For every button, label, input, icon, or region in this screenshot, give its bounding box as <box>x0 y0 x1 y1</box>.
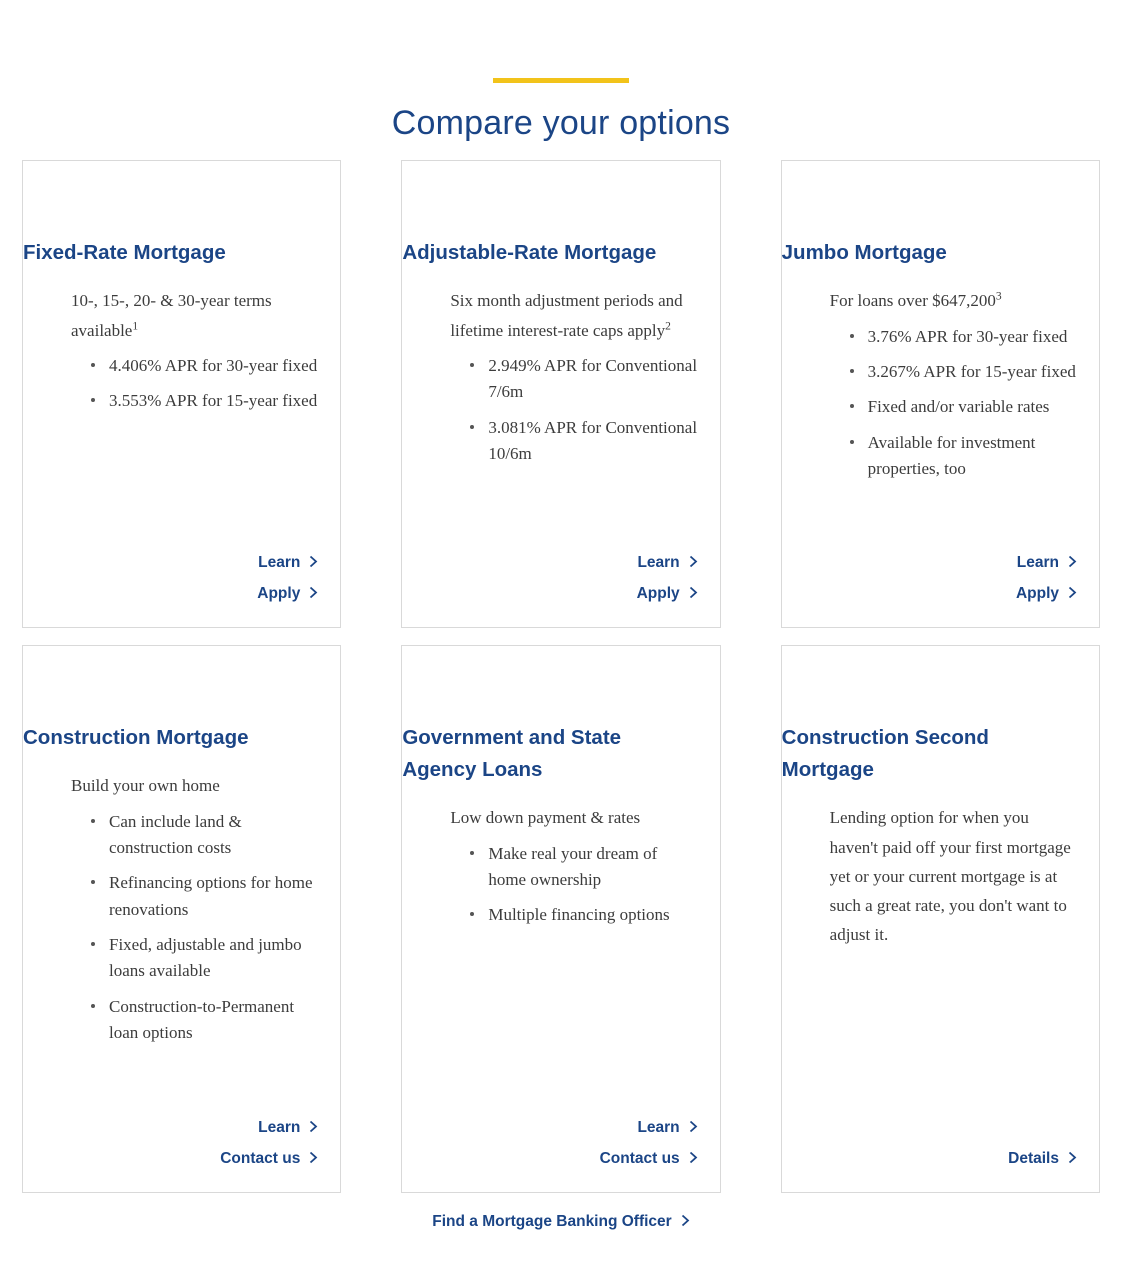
option-card-body <box>45 771 318 1107</box>
option-card-lead: Low down payment & rates <box>450 808 641 828</box>
link-label: Apply <box>1015 585 1059 603</box>
link-label: Learn <box>637 1119 680 1137</box>
chevron-right-icon <box>309 1120 318 1133</box>
option-card-links <box>804 1138 1077 1170</box>
link-label: Learn <box>258 1119 301 1137</box>
page-header <box>0 0 1122 142</box>
link-label: Apply <box>257 585 301 603</box>
chevron-right-icon <box>1068 555 1077 568</box>
contact-us-link[interactable] <box>45 1150 318 1168</box>
option-card <box>781 645 1100 1193</box>
option-feature-list <box>450 353 697 467</box>
option-card-body <box>45 286 318 542</box>
chevron-right-icon <box>309 1151 318 1164</box>
learn-link[interactable] <box>424 554 697 572</box>
option-card-title: Government and State Agency Loans <box>402 726 622 782</box>
find-mortgage-banking-officer-link[interactable] <box>432 1213 689 1231</box>
option-card-body <box>424 803 697 1107</box>
footer-link-row <box>0 1213 1122 1231</box>
chevron-right-icon <box>689 1120 698 1133</box>
option-card-title: Adjustable-Rate Mortgage <box>402 241 657 265</box>
chevron-right-icon <box>681 1214 690 1227</box>
mortgage-options-grid <box>0 160 1122 1193</box>
option-card-body <box>424 286 697 542</box>
option-card-title: Jumbo Mortgage <box>781 241 947 265</box>
option-feature-item: 2.949% APR for Conventional 7/6m <box>470 353 697 406</box>
option-card-links <box>424 1107 697 1170</box>
link-label: Contact us <box>599 1150 680 1168</box>
chevron-right-icon <box>689 1151 698 1164</box>
option-card <box>22 645 341 1193</box>
link-label: Learn <box>637 554 680 572</box>
option-feature-item: Refinancing options for home renovations <box>91 870 318 923</box>
option-feature-list <box>71 353 318 415</box>
option-card-links <box>45 542 318 605</box>
link-label: Learn <box>1016 554 1059 572</box>
link-label: Learn <box>258 554 301 572</box>
option-feature-item: 3.553% APR for 15-year fixed <box>91 388 318 414</box>
option-feature-item: Fixed, adjustable and jumbo loans available <box>91 932 318 985</box>
learn-link[interactable] <box>45 554 318 572</box>
option-card-title: Construction Second Mortgage <box>781 726 989 782</box>
option-card-body <box>804 803 1077 1138</box>
option-card <box>22 160 341 628</box>
apply-link[interactable] <box>804 585 1077 603</box>
chevron-right-icon <box>309 586 318 599</box>
option-card-links <box>424 542 697 605</box>
learn-link[interactable] <box>804 554 1077 572</box>
apply-link[interactable] <box>45 585 318 603</box>
option-card-lead: Build your own home <box>71 776 220 796</box>
apply-link[interactable] <box>424 585 697 603</box>
learn-link[interactable] <box>45 1119 318 1137</box>
option-card <box>401 160 720 628</box>
link-label: Contact us <box>220 1150 301 1168</box>
option-card-lead: For loans over $647,200$^3$ <box>829 289 1002 311</box>
option-card-lead: Six month adjustment periods and lifetime interest-rate caps apply$^2$ <box>450 291 683 340</box>
link-label: Details <box>1008 1150 1059 1168</box>
option-feature-list <box>450 841 697 929</box>
option-card <box>401 645 720 1193</box>
option-feature-item: Can include land & construction costs <box>91 809 318 862</box>
option-card-lead: 10-, 15-, 20- & 30-year terms available$^1$ <box>71 291 272 340</box>
details-link[interactable] <box>804 1150 1077 1168</box>
title-accent-rule <box>493 78 629 83</box>
chevron-right-icon <box>1068 1151 1077 1164</box>
option-card-body <box>804 286 1077 542</box>
option-feature-item: Available for investment properties, too <box>850 430 1077 483</box>
option-card <box>781 160 1100 628</box>
option-feature-item: Multiple financing options <box>470 902 697 928</box>
link-label: Apply <box>636 585 680 603</box>
option-feature-item: Make real your dream of home ownership <box>470 841 697 894</box>
option-feature-item: 4.406% APR for 30-year fixed <box>91 353 318 379</box>
option-feature-item: 3.267% APR for 15-year fixed <box>850 359 1077 385</box>
chevron-right-icon <box>309 555 318 568</box>
option-card-links <box>804 542 1077 605</box>
option-feature-item: 3.081% APR for Conventional 10/6m <box>470 415 697 468</box>
chevron-right-icon <box>1068 586 1077 599</box>
option-feature-list <box>71 809 318 1047</box>
contact-us-link[interactable] <box>424 1150 697 1168</box>
option-feature-item: Construction-to-Permanent loan options <box>91 994 318 1047</box>
option-feature-list <box>830 324 1077 483</box>
page-title: Compare your options <box>391 104 731 142</box>
find-officer-label: Find a Mortgage Banking Officer <box>432 1213 672 1231</box>
option-card-title: Construction Mortgage <box>23 726 249 750</box>
option-feature-item: Fixed and/or variable rates <box>850 394 1077 420</box>
learn-link[interactable] <box>424 1119 697 1137</box>
option-card-links <box>45 1107 318 1170</box>
option-feature-item: 3.76% APR for 30-year fixed <box>850 324 1077 350</box>
chevron-right-icon <box>689 555 698 568</box>
option-card-title: Fixed-Rate Mortgage <box>23 241 226 265</box>
option-card-lead: Lending option for when you haven't paid off your first mortgage yet or your current mortgage is at such a great rate, you don't want to adjust it. <box>829 808 1071 945</box>
chevron-right-icon <box>689 586 698 599</box>
